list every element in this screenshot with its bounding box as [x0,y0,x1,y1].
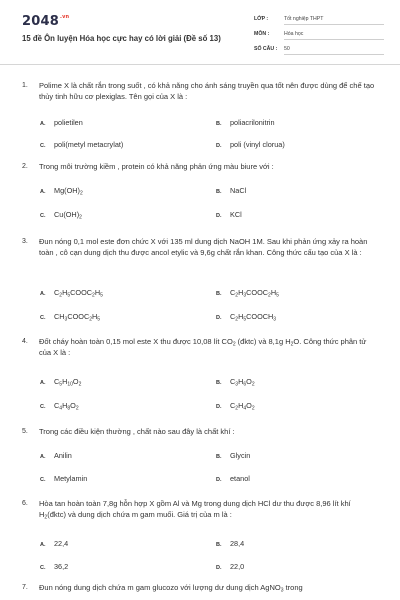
answer-option[interactable] [40,377,81,386]
answer-option[interactable] [216,186,246,195]
option-letter: D. [216,143,222,149]
option-letter: A. [40,291,46,297]
answer-option[interactable] [40,118,83,127]
option-text: Glycin [230,451,251,460]
question-number: 1. [22,82,28,89]
option-text: $C_2H_5COOCH_3$ [230,312,277,323]
answer-option[interactable] [40,312,100,321]
option-letter: B. [216,121,222,127]
answer-option[interactable] [216,118,275,127]
option-text: 22,4 [54,539,69,548]
option-text: $C_2H_4O_2$ [230,401,255,412]
question-text: Hòa tan hoàn toàn 7,8g hỗn hợp X gồm Al và Mg trong dung dịch HCl dư thu được 8,96 lít khí $H_2(đktc)$ và dung dịch chứa m gam muối. Giá trị của m là : [39,499,351,521]
option-letter: B. [216,380,222,386]
answer-option[interactable] [40,562,68,571]
option-text: poli(metyl metacrylat) [54,140,124,149]
answer-option[interactable] [216,312,276,321]
option-text: $C_5H_{10}O_2$ [54,377,82,388]
answer-option[interactable] [216,401,255,410]
option-letter: B. [216,454,222,460]
option-text: 28,4 [230,539,245,548]
option-text: poli (vinyl clorua) [230,140,285,149]
option-text: $CH_3COOC_2H_5$ [54,312,101,323]
question-number: 6. [22,500,28,507]
option-letter: C. [40,143,46,149]
question-text: Polime X là chất rắn trong suốt , có khả năng cho ánh sáng truyền qua tốt nên được dùng để chế tạo thủy tinh hữu cơ plexiglas. Tên gọi của X là : [39,81,375,101]
option-text: etanol [230,474,250,483]
question-number: 3. [22,238,28,245]
answer-option[interactable] [40,539,68,548]
logo-suffix: .vn [59,14,70,20]
answer-option[interactable] [40,210,82,219]
option-letter: B. [216,542,222,548]
option-letter: D. [216,477,222,483]
question-number: 2. [22,163,28,170]
answer-option[interactable] [216,562,244,571]
option-letter: A. [40,189,46,195]
option-letter: A. [40,542,46,548]
option-letter: C. [40,477,46,483]
option-letter: C. [40,315,46,321]
answer-option[interactable] [40,451,72,460]
option-text: NaCl [230,186,247,195]
question-number: 7. [22,584,28,591]
page-header [0,0,400,62]
question-number: 4. [22,338,28,345]
option-text: $C_3H_6O_2$ [230,377,255,388]
option-letter: A. [40,121,46,127]
option-letter: C. [40,213,46,219]
answer-option[interactable] [40,140,123,149]
option-letter: B. [216,189,222,195]
question-number: 5. [22,428,28,435]
option-text: 36,2 [54,562,69,571]
option-letter: C. [40,565,46,571]
answer-option[interactable] [216,288,279,297]
option-text: polietilen [54,118,83,127]
option-letter: A. [40,380,46,386]
option-text: $Cu(OH)_2$ [54,210,82,221]
answer-option[interactable] [40,288,103,297]
answer-option[interactable] [40,401,79,410]
question-text: Đun nóng 0,1 mol este đơn chức X với 135 ml dung dịch NaOH 1M. Sau khi phản ứng xảy ra hoàn toàn , cô cạn dung dịch thu được ancol etylic và 9,6g chất rắn khan. Công thức cấu tạo của X là : [39,237,368,257]
header-divider [0,64,400,65]
answer-option[interactable] [216,451,250,460]
option-text: 22,0 [230,562,245,571]
option-text: $Mg(OH)_2$ [54,186,83,197]
question-text: Đốt cháy hoàn toàn 0,15 mol este X thu được 10,08 lít $CO_2$ (đktc) và 8,1g $H_2O$. Công thức phân tử của X là : [39,337,367,357]
answer-option[interactable] [40,474,87,483]
option-text: $C_2H_3COOC_2H_5$ [230,288,279,299]
option-text: $C_4H_8O_2$ [54,401,79,412]
logo-text: 2048 [22,14,59,29]
option-letter: B. [216,291,222,297]
option-text: poliacrilonitrin [230,118,275,127]
meta-subject [254,31,384,40]
option-letter: D. [216,404,222,410]
option-text: Metylamin [54,474,88,483]
meta-key: LỚP : [254,16,269,22]
option-letter: D. [216,315,222,321]
option-letter: D. [216,213,222,219]
exam-title: 15 đề Ôn luyện Hóa học cực hay có lời giải (Đề số 13) [22,34,221,43]
answer-option[interactable] [40,186,83,195]
answer-option[interactable] [216,474,250,483]
option-letter: D. [216,565,222,571]
option-text: $C_2H_5COOC_2H_5$ [54,288,103,299]
question-text: Đun nóng dung dịch chứa m gam glucozo với lượng dư dung dịch AgNO$_3$ trong [39,583,303,594]
option-text: KCl [230,210,242,219]
option-letter: A. [40,454,46,460]
meta-value: 50 [284,46,384,55]
meta-value: Hóa học [284,31,384,40]
answer-option[interactable] [216,377,255,386]
question-text: Trong môi trường kiềm , protein có khả năng phản ứng màu biure với : [39,162,274,171]
meta-key: SỐ CÂU : [254,46,278,52]
option-letter: C. [40,404,46,410]
option-text: Anilin [54,451,72,460]
meta-value: Tốt nghiệp THPT [284,16,384,25]
meta-count [254,46,384,55]
answer-option[interactable] [216,140,285,149]
answer-option[interactable] [216,210,242,219]
meta-key: MÔN : [254,31,270,37]
site-logo[interactable] [22,14,69,29]
meta-class [254,16,384,25]
question-text: Trong các điều kiện thường , chất nào sau đây là chất khí : [39,427,235,436]
answer-option[interactable] [216,539,244,548]
